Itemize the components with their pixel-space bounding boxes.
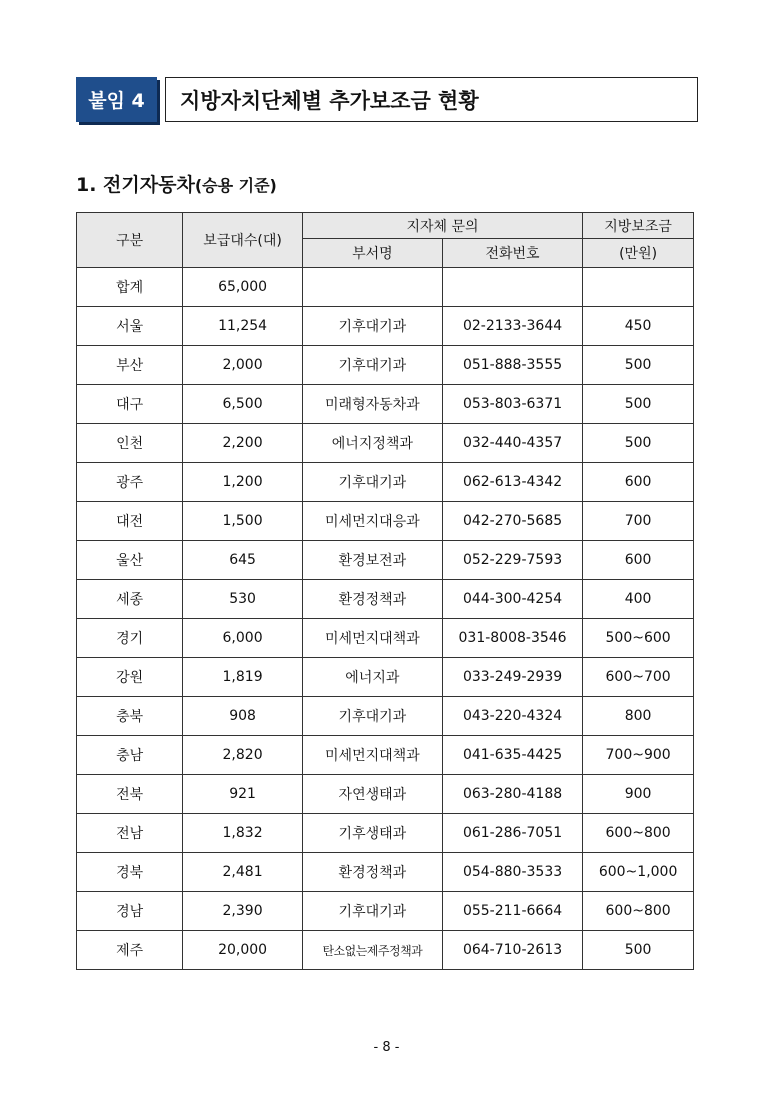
cell-subsidy: 500~600 <box>583 619 694 658</box>
cell-phone: 061-286-7051 <box>442 814 582 853</box>
cell-units: 11,254 <box>183 307 302 346</box>
cell-region: 인천 <box>77 424 183 463</box>
cell-phone: 02-2133-3644 <box>442 307 582 346</box>
cell-subsidy: 700~900 <box>583 736 694 775</box>
table-row <box>77 385 694 424</box>
cell-subsidy: 600~1,000 <box>583 853 694 892</box>
cell-region: 경기 <box>77 619 183 658</box>
cell-phone: 062-613-4342 <box>442 463 582 502</box>
cell-units: 2,000 <box>183 346 302 385</box>
cell-region: 대전 <box>77 502 183 541</box>
table-row <box>77 658 694 697</box>
cell-region: 세종 <box>77 580 183 619</box>
cell-phone: 053-803-6371 <box>442 385 582 424</box>
cell-phone: 054-880-3533 <box>442 853 582 892</box>
header-phone: 전화번호 <box>442 239 582 268</box>
cell-subsidy: 500 <box>583 931 694 970</box>
table-row <box>77 268 694 307</box>
section-title: 1. 전기자동차 <box>76 174 195 196</box>
cell-phone: 031-8008-3546 <box>442 619 582 658</box>
cell-phone: 064-710-2613 <box>442 931 582 970</box>
table-row <box>77 463 694 502</box>
cell-units: 921 <box>183 775 302 814</box>
cell-region: 서울 <box>77 307 183 346</box>
header-department: 부서명 <box>302 239 442 268</box>
cell-region: 제주 <box>77 931 183 970</box>
table-row <box>77 853 694 892</box>
cell-region: 충북 <box>77 697 183 736</box>
header-subsidy-label: 지방보조금 <box>604 218 672 235</box>
header-subsidy <box>583 213 694 239</box>
table-row <box>77 931 694 970</box>
cell-units: 908 <box>183 697 302 736</box>
cell-region: 전남 <box>77 814 183 853</box>
cell-department: 자연생태과 <box>302 775 442 814</box>
table-row <box>77 814 694 853</box>
cell-department: 기후대기과 <box>302 346 442 385</box>
table-row <box>77 697 694 736</box>
cell-subsidy: 450 <box>583 307 694 346</box>
cell-units: 6,000 <box>183 619 302 658</box>
cell-region: 울산 <box>77 541 183 580</box>
cell-region: 부산 <box>77 346 183 385</box>
cell-department: 기후대기과 <box>302 463 442 502</box>
cell-department: 기후대기과 <box>302 892 442 931</box>
cell-department: 미세먼지대응과 <box>302 502 442 541</box>
cell-subsidy: 600 <box>583 541 694 580</box>
cell-phone: 051-888-3555 <box>442 346 582 385</box>
cell-units: 65,000 <box>183 268 302 307</box>
cell-department: 미세먼지대책과 <box>302 619 442 658</box>
cell-phone: 032-440-4357 <box>442 424 582 463</box>
cell-department: 환경정책과 <box>302 580 442 619</box>
cell-subsidy: 600 <box>583 463 694 502</box>
page-number: - 8 - <box>373 1040 400 1055</box>
cell-phone: 043-220-4324 <box>442 697 582 736</box>
cell-phone: 052-229-7593 <box>442 541 582 580</box>
cell-region: 경남 <box>77 892 183 931</box>
cell-subsidy: 600~800 <box>583 814 694 853</box>
cell-phone <box>442 268 582 307</box>
cell-department: 에너지과 <box>302 658 442 697</box>
cell-units: 1,500 <box>183 502 302 541</box>
cell-region: 대구 <box>77 385 183 424</box>
subsidy-table <box>76 212 694 970</box>
table-row <box>77 580 694 619</box>
table-row <box>77 541 694 580</box>
cell-department: 기후생태과 <box>302 814 442 853</box>
table-body <box>77 268 694 970</box>
cell-subsidy <box>583 268 694 307</box>
cell-phone: 055-211-6664 <box>442 892 582 931</box>
cell-subsidy: 700 <box>583 502 694 541</box>
cell-phone: 042-270-5685 <box>442 502 582 541</box>
table-row <box>77 424 694 463</box>
cell-units: 2,481 <box>183 853 302 892</box>
cell-subsidy: 500 <box>583 424 694 463</box>
header-units: 보급대수(대) <box>183 213 302 268</box>
cell-department: 미래형자동차과 <box>302 385 442 424</box>
cell-subsidy: 600~800 <box>583 892 694 931</box>
cell-region: 광주 <box>77 463 183 502</box>
cell-phone: 063-280-4188 <box>442 775 582 814</box>
cell-units: 2,200 <box>183 424 302 463</box>
cell-subsidy: 800 <box>583 697 694 736</box>
cell-department: 환경보전과 <box>302 541 442 580</box>
cell-department: 환경정책과 <box>302 853 442 892</box>
cell-units: 20,000 <box>183 931 302 970</box>
cell-units: 1,832 <box>183 814 302 853</box>
cell-subsidy: 500 <box>583 346 694 385</box>
cell-region: 합계 <box>77 268 183 307</box>
cell-phone: 041-635-4425 <box>442 736 582 775</box>
cell-units: 1,819 <box>183 658 302 697</box>
cell-subsidy: 400 <box>583 580 694 619</box>
cell-subsidy: 600~700 <box>583 658 694 697</box>
cell-region: 경북 <box>77 853 183 892</box>
cell-department <box>302 268 442 307</box>
cell-department: 탄소없는제주정책과 <box>302 931 442 970</box>
page-title: 지방자치단체별 추가보조금 현황 <box>165 77 698 122</box>
header-contact-group: 지자체 문의 <box>302 213 582 239</box>
cell-units: 645 <box>183 541 302 580</box>
title-bar <box>76 77 698 122</box>
section-heading <box>76 170 277 197</box>
table-row <box>77 346 694 385</box>
table-row <box>77 736 694 775</box>
cell-units: 1,200 <box>183 463 302 502</box>
cell-units: 2,390 <box>183 892 302 931</box>
header-subsidy-unit: (만원) <box>583 239 694 268</box>
cell-department: 에너지정책과 <box>302 424 442 463</box>
section-subtitle: (승용 기준) <box>194 176 277 195</box>
table-row <box>77 502 694 541</box>
header-region: 구분 <box>77 213 183 268</box>
cell-phone: 033-249-2939 <box>442 658 582 697</box>
cell-region: 충남 <box>77 736 183 775</box>
table-row <box>77 892 694 931</box>
cell-region: 강원 <box>77 658 183 697</box>
cell-department: 미세먼지대책과 <box>302 736 442 775</box>
cell-units: 6,500 <box>183 385 302 424</box>
table-row <box>77 307 694 346</box>
attachment-badge: 붙임 4 <box>76 77 157 122</box>
cell-region: 전북 <box>77 775 183 814</box>
cell-department: 기후대기과 <box>302 697 442 736</box>
table-row <box>77 619 694 658</box>
cell-units: 2,820 <box>183 736 302 775</box>
cell-phone: 044-300-4254 <box>442 580 582 619</box>
table-row <box>77 775 694 814</box>
cell-subsidy: 900 <box>583 775 694 814</box>
cell-units: 530 <box>183 580 302 619</box>
cell-subsidy: 500 <box>583 385 694 424</box>
cell-department: 기후대기과 <box>302 307 442 346</box>
